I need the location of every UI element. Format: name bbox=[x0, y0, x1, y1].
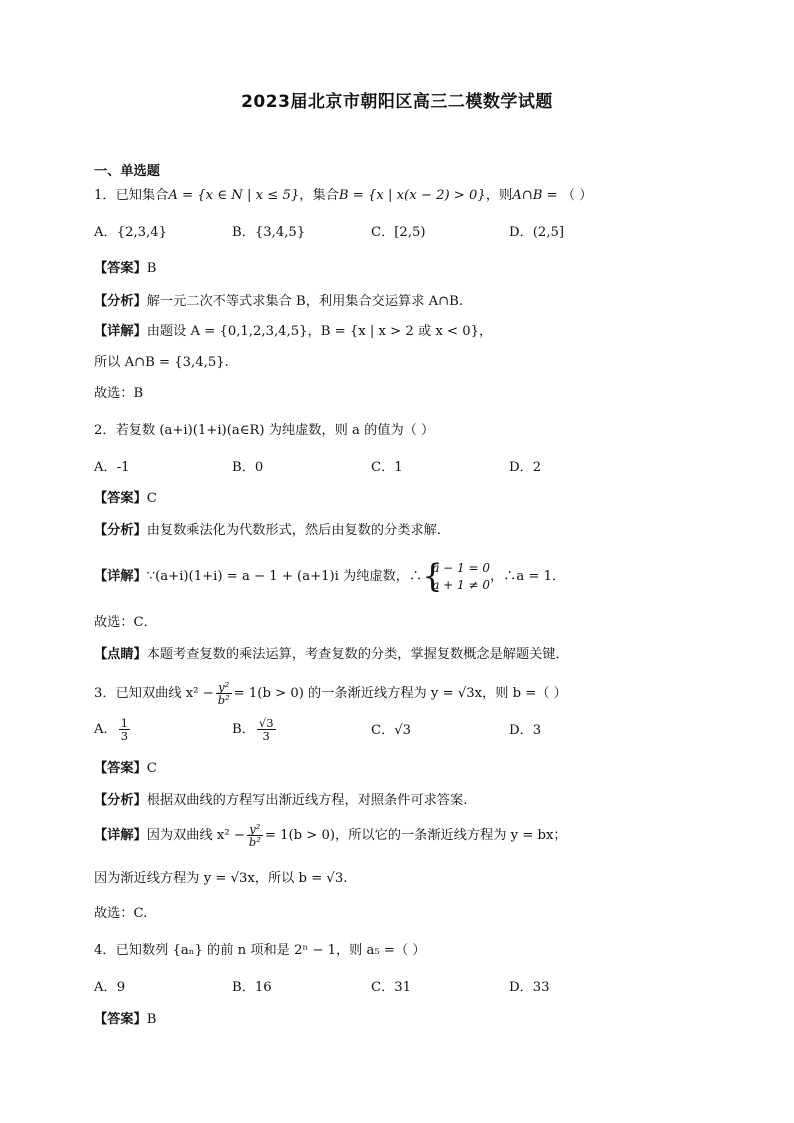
q1-set-a: A = {x ∈ N | x ≤ 5} bbox=[168, 188, 300, 203]
q4-option-b: B．16 bbox=[232, 980, 272, 995]
q3-answer bbox=[94, 760, 157, 778]
q1-stem-part: 1．已知集合 bbox=[94, 188, 169, 203]
q4-stem: 4．已知数列 {aₙ} 的前 n 项和是 2ⁿ − 1，则 a₅ =（ ） bbox=[94, 943, 426, 958]
q2-analysis bbox=[94, 522, 450, 540]
fraction bbox=[257, 717, 276, 742]
q3-option-c: C．√3 bbox=[371, 723, 412, 738]
q1-stem-part: = （ ） bbox=[542, 188, 593, 203]
q3-stem bbox=[94, 680, 567, 708]
section-heading: 一、单选题 bbox=[94, 164, 160, 179]
q1-stem-part: ，集合 bbox=[299, 188, 339, 203]
q2-option-d: D．2 bbox=[509, 460, 542, 475]
detail-text: = 1(b > 0)，所以它的一条渐近线方程为 y = bx； bbox=[264, 828, 567, 843]
answer-value: B bbox=[146, 261, 157, 276]
q1-choose: 故选：B bbox=[94, 386, 144, 401]
q2-option-c: C．1 bbox=[371, 460, 403, 475]
fraction-numerator: √3 bbox=[258, 716, 274, 730]
detail-text: 因为双曲线 x² − bbox=[146, 828, 245, 843]
fraction-denominator: 3 bbox=[262, 729, 270, 743]
fraction-numerator: 1 bbox=[120, 716, 129, 730]
q2-option-a: A．-1 bbox=[94, 460, 130, 475]
comment-tag: 【点睛】 bbox=[94, 647, 147, 662]
fraction-denominator: 3 bbox=[120, 729, 129, 743]
q3-detail bbox=[94, 822, 567, 850]
fraction bbox=[216, 681, 232, 706]
q3-stem-part: = 1(b > 0) 的一条渐近线方程为 y = √3x，则 b =（ ） bbox=[233, 686, 567, 701]
option-label: B． bbox=[232, 722, 255, 737]
q1-stem-part: ，则 bbox=[485, 188, 513, 203]
q2-comment bbox=[94, 646, 569, 664]
brace-glyph: { bbox=[422, 556, 443, 595]
detail-tag: 【详解】 bbox=[94, 569, 147, 584]
q4-answer bbox=[94, 1011, 156, 1029]
q3-analysis bbox=[94, 792, 467, 810]
q1-answer bbox=[94, 260, 156, 278]
page-title: 2023届北京市朝阳区高三二模数学试题 bbox=[241, 92, 553, 112]
fraction-numerator: y² bbox=[247, 823, 263, 836]
fraction-denominator: b² bbox=[217, 693, 230, 707]
analysis-tag: 【分析】 bbox=[94, 523, 147, 538]
analysis-text: 解一元二次不等式求集合 B，利用集合交运算求 A∩B. bbox=[146, 294, 464, 309]
q1-option-a: A．{2,3,4} bbox=[94, 225, 168, 240]
detail-text: ∵(a+i)(1+i) = a − 1 + (a+1)i 为纯虚数，∴ bbox=[146, 569, 423, 584]
q1-set-b: B = {x | x(x − 2) > 0} bbox=[338, 188, 486, 203]
equation-system bbox=[422, 556, 490, 595]
q4-option-c: C．31 bbox=[371, 980, 412, 995]
detail-tag: 【详解】 bbox=[94, 828, 147, 843]
system-equation-2: a + 1 ≠ 0 bbox=[432, 577, 490, 592]
analysis-tag: 【分析】 bbox=[94, 294, 147, 309]
q1-option-d: D．(2,5] bbox=[509, 225, 565, 240]
q3-stem-part: 3．已知双曲线 x² − bbox=[94, 686, 214, 701]
q2-option-b: B．0 bbox=[232, 460, 264, 475]
q2-choose: 故选：C． bbox=[94, 615, 157, 630]
q1-option-b: B．{3,4,5} bbox=[232, 225, 306, 240]
fraction-denominator: b² bbox=[248, 835, 261, 849]
detail-text: ，∴a = 1． bbox=[489, 569, 566, 584]
q3-option-d: D．3 bbox=[509, 723, 542, 738]
q4-option-d: D．33 bbox=[509, 980, 550, 995]
answer-tag: 【答案】 bbox=[94, 491, 147, 506]
answer-tag: 【答案】 bbox=[94, 261, 147, 276]
q1-expr: A∩B bbox=[512, 188, 543, 203]
system-equation-1: a − 1 = 0 bbox=[432, 560, 490, 575]
answer-tag: 【答案】 bbox=[94, 761, 147, 776]
q1-option-c: C．[2,5) bbox=[371, 225, 426, 240]
fraction-numerator: y² bbox=[216, 681, 232, 694]
q1-detail-line2: 所以 A∩B = {3,4,5}. bbox=[94, 355, 229, 370]
q2-detail bbox=[94, 556, 565, 598]
q2-stem: 2．若复数 (a+i)(1+i)(a∈R) 为纯虚数，则 a 的值为（ ） bbox=[94, 423, 435, 438]
detail-text: 由题设 A = {0,1,2,3,4,5}，B = {x | x > 2 或 x < 0}， bbox=[146, 324, 493, 339]
q3-detail-line2: 因为渐近线方程为 y = √3x，所以 b = √3. bbox=[94, 871, 348, 886]
q1-detail bbox=[94, 323, 492, 341]
q1-analysis bbox=[94, 293, 463, 311]
q3-choose: 故选：C. bbox=[94, 906, 148, 921]
option-label: A． bbox=[94, 722, 117, 737]
q3-option-b bbox=[232, 716, 278, 744]
analysis-text: 根据双曲线的方程写出渐近线方程，对照条件可求答案. bbox=[146, 793, 468, 808]
q1-stem bbox=[94, 187, 592, 205]
q4-option-a: A．9 bbox=[94, 980, 126, 995]
comment-text: 本题考查复数的乘法运算，考查复数的分类，掌握复数概念是解题关键． bbox=[146, 647, 569, 662]
analysis-text: 由复数乘法化为代数形式，然后由复数的分类求解． bbox=[146, 523, 451, 538]
fraction bbox=[247, 823, 263, 848]
answer-value: C bbox=[146, 491, 157, 506]
q3-option-a bbox=[94, 716, 132, 744]
detail-tag: 【详解】 bbox=[94, 324, 147, 339]
analysis-tag: 【分析】 bbox=[94, 793, 147, 808]
fraction bbox=[119, 717, 130, 742]
answer-tag: 【答案】 bbox=[94, 1012, 147, 1027]
answer-value: B bbox=[146, 1012, 157, 1027]
q2-answer bbox=[94, 490, 157, 508]
answer-value: C bbox=[146, 761, 157, 776]
